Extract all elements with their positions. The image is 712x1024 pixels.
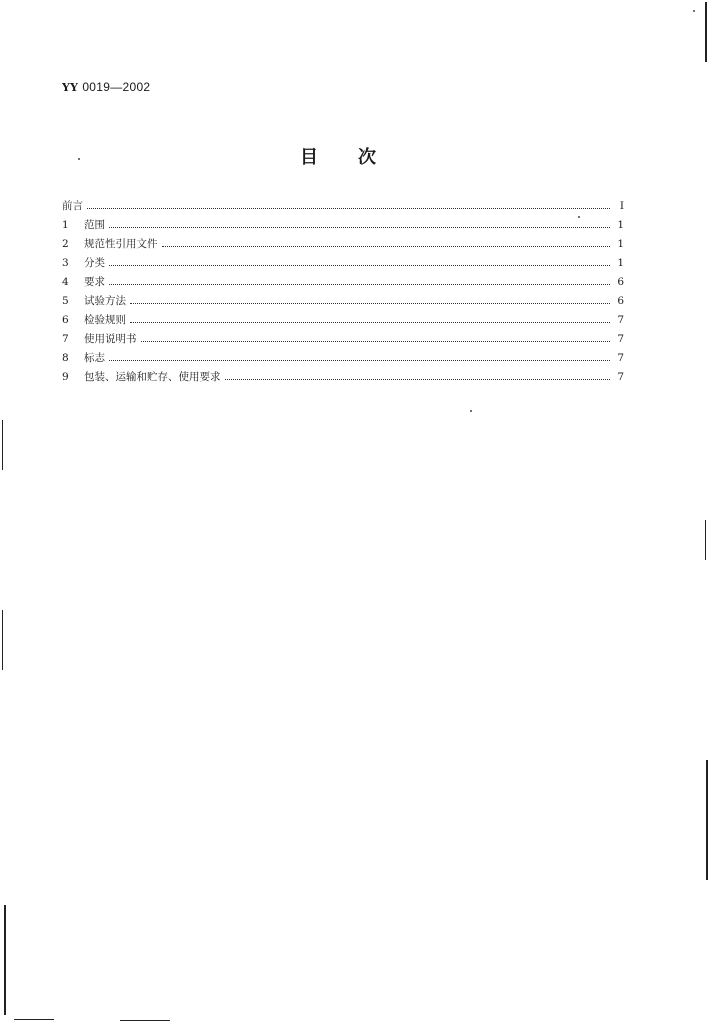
scan-edge-mark [120,1020,170,1021]
scan-edge-mark [705,520,706,560]
toc-entry-number: 1 [62,219,69,231]
toc-entry-number: 8 [62,352,69,364]
toc-entry-scope [62,217,624,236]
toc-entry-number: 3 [62,257,69,269]
scan-edge-mark [705,2,707,62]
standard-code [62,80,150,94]
toc-entry-label: 前言 [62,200,83,212]
toc-entry-inspection-rules [62,312,624,331]
table-of-contents [62,198,624,388]
toc-entry-page: 7 [617,352,624,364]
toc-entry-page: 1 [617,219,624,231]
scan-speck [578,216,580,218]
toc-entry-label: 规范性引用文件 [84,238,158,250]
toc-entry-number: 2 [62,238,69,250]
toc-entry-number: 7 [62,333,69,345]
toc-title: 目次 [300,147,416,168]
toc-entry-number: 9 [62,371,69,383]
toc-entry-label: 分类 [84,257,105,269]
toc-entry-page: I [619,200,624,212]
toc-entry-foreword [62,198,624,217]
toc-entry-label: 使用说明书 [84,333,137,345]
toc-dot-leader [130,302,610,304]
toc-entry-normative-references [62,236,624,255]
toc-entry-label: 包装、运输和贮存、使用要求 [84,371,221,383]
toc-entry-label: 试验方法 [84,295,126,307]
scan-edge-mark [706,760,708,880]
scan-edge-mark [2,610,3,670]
toc-entry-classification [62,255,624,274]
toc-entry-packaging [62,369,624,388]
toc-dot-leader [87,207,610,209]
scan-edge-mark [14,1019,54,1020]
standard-code-prefix: YY [62,81,79,94]
toc-entry-instructions [62,331,624,350]
scan-edge-mark [4,905,6,1015]
toc-dot-leader [109,264,610,266]
toc-entry-page: 1 [617,238,624,250]
scan-speck [78,158,80,160]
toc-entry-number: 6 [62,314,69,326]
toc-entry-label: 要求 [84,276,105,288]
scan-edge-mark [2,420,3,470]
toc-entry-test-methods [62,293,624,312]
scan-speck [693,10,695,12]
toc-entry-page: 1 [617,257,624,269]
toc-entry-page: 7 [617,333,624,345]
standard-code-number: 0019—2002 [82,80,151,94]
toc-dot-leader [162,245,611,247]
toc-entry-label: 范围 [84,219,105,231]
toc-entry-page: 6 [617,276,624,288]
toc-dot-leader [225,378,611,380]
toc-entry-label: 标志 [84,352,105,364]
toc-entry-label: 检验规则 [84,314,126,326]
toc-entry-number: 5 [62,295,69,307]
toc-entry-page: 6 [617,295,624,307]
toc-dot-leader [130,321,610,323]
toc-entry-marking [62,350,624,369]
toc-dot-leader [109,359,610,361]
toc-entry-page: 7 [617,371,624,383]
toc-entry-requirements [62,274,624,293]
toc-entry-page: 7 [617,314,624,326]
toc-dot-leader [141,340,611,342]
toc-dot-leader [109,283,610,285]
scan-speck [470,410,472,412]
toc-entry-number: 4 [62,276,69,288]
toc-dot-leader [109,226,610,228]
